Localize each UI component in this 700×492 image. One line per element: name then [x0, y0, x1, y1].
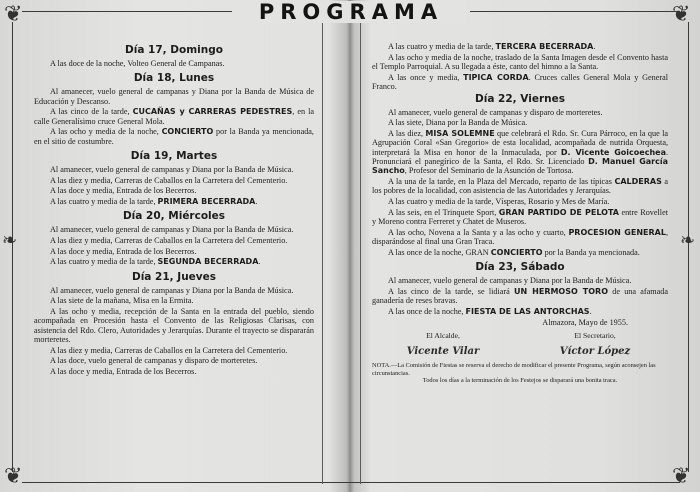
- top-border-left: [22, 11, 232, 12]
- signature-name: Víctor López: [559, 345, 631, 357]
- program-item: Al amanecer, vuelo general de campanas y Diana por la Banda de Música de Educación y Descanso.: [34, 87, 314, 106]
- corner-ornament-icon: ❦: [672, 464, 691, 489]
- program-item: A las siete, Diana por la Banda de Música.: [388, 118, 528, 128]
- day-heading: Día 17, Domingo: [125, 44, 223, 56]
- signature-secretary: [540, 331, 650, 356]
- program-item: A las ocho y media de la noche, CONCIERTO por la Banda ya mencionada, en el sitio de costumbre.: [34, 127, 314, 146]
- program-item: A las cinco de la tarde, se lidiará UN HERMOSO TORO de una afamada ganadería de reses bravas.: [372, 286, 668, 305]
- corner-ornament-icon: ❦: [4, 464, 23, 489]
- right-page: [372, 42, 668, 385]
- signature-title: El Alcalde,: [426, 331, 460, 341]
- signature-title: El Secretario,: [574, 331, 616, 341]
- gutter-line-right: [360, 14, 361, 484]
- corner-ornament-icon: ❦: [672, 2, 691, 27]
- gutter-line-left: [322, 14, 323, 484]
- program-item: A las cinco de la tarde, CUCAÑAS y CARRERAS PEDESTRES, en la calle Generalísimo cruce General Mola.: [34, 107, 315, 126]
- nota-line2: Todos los días a la terminación de los Festejos se disparará una bonita traca.: [422, 377, 618, 385]
- program-item: A la una de la tarde, en la Plaza del Mercado, reparto de las típicas CALDERAS a los pobres de la localidad, con asistencia de las Autoridades y Jerarquías.: [372, 177, 668, 196]
- day-heading: Día 19, Martes: [130, 150, 218, 163]
- day-heading: Día 22, Viernes: [475, 92, 565, 105]
- program-item: A las doce, vuelo general de campanas y disparo de morteretes.: [50, 356, 258, 366]
- program-item: A las seis, en el Trinquete Sport, GRAN PARTIDO DE PELOTA entre Rovellet y Moreno contra Ferreret y Chatet de Museros.: [372, 207, 668, 226]
- program-item: A las ocho y media, recepción de la Santa en la entrada del pueblo, siendo acompañada en Procesión hasta el Convento de las Religiosas Clarisas, con asistencia del Rdo. Clero, Autoridades y Jerarquías. Durante el trayecto se dispararán morteretes.: [34, 306, 314, 344]
- nota: NOTA.—La Comisión de Fiestas se reserva el derecho de modificar el presente Programa, según aconsejen las circunstancias.: [372, 362, 656, 377]
- program-title: PROGRAMA: [236, 1, 466, 23]
- program-item: Al amanecer, vuelo general de campanas y Diana por la Banda de Música.: [50, 165, 294, 175]
- bottom-border: [22, 482, 680, 483]
- program-item: A las diez y media, Carreras de Caballos en la Carretera del Cementerio.: [50, 236, 288, 245]
- program-item: Al amanecer, vuelo general de campanas y Diana por la Banda de Música.: [388, 276, 632, 285]
- program-item: A las cuatro y media de la tarde, Vísperas, Rosario y Mes de María.: [388, 197, 610, 206]
- program-item: A las cuatro y media de la tarde, PRIMERA BECERRADA.: [50, 197, 258, 206]
- day-heading: Día 23, Sábado: [475, 261, 565, 273]
- left-page: [34, 44, 314, 377]
- signature-name: Vicente Vilar: [406, 345, 480, 357]
- program-item: A las doce y media, Entrada de los Becerros.: [50, 366, 197, 376]
- program-item: A las ocho, Novena a la Santa y a las ocho y cuarto, PROCESION GENERAL, disparándose al final una Gran Traca.: [372, 227, 668, 246]
- signature-mayor: [388, 331, 498, 356]
- program-item: Al amanecer, vuelo general de campanas y Diana por la Banda de Música.: [50, 285, 294, 295]
- program-item: A las once de la noche, FIESTA DE LAS ANTORCHAS.: [388, 306, 592, 316]
- program-item: A las diez y media, Carreras de Caballos en la Carretera del Cementerio.: [50, 175, 288, 185]
- day-heading: Día 20, Miércoles: [122, 210, 226, 223]
- day-heading: Día 18, Lunes: [133, 72, 215, 85]
- program-item: A las diez, MISA SOLEMNE que celebrará el Rdo. Sr. Cura Párroco, en la que la Agrupación Coral «San Gregorio» de esta localidad, acompañada de nutrida Orquesta, interpretará la Misa en honor de la Inmaculada, por D. Vicente Goicoechea. Pronunciará el panegírico de la Santa, el Rdo. Sr. Licenciado D. Manuel García Sancho, Profesor del Seminario de la Asunción de Tortosa.: [372, 128, 669, 176]
- program-item: A las siete de la mañana, Misa en la Ermita.: [50, 296, 194, 306]
- signatures: [372, 331, 668, 356]
- program-item: A las doce y media, Entrada de los Becerros.: [50, 246, 197, 256]
- place-date: Almazora, Mayo de 1955.: [542, 318, 628, 327]
- program-item: Al amanecer, vuelo general de campanas y disparo de morteretes.: [388, 107, 603, 117]
- side-ornament-icon: ❧: [2, 230, 18, 251]
- program-item: A las diez y media, Carreras de Caballos en la Carretera del Cementerio.: [50, 345, 288, 355]
- day-heading: Día 21, Jueves: [131, 270, 217, 283]
- program-item: A las doce y media, Entrada de los Becerros.: [50, 186, 197, 196]
- program-item: A las ocho y media de la noche, traslado de la Santa Imagen desde el Convento hasta el Templo Parroquial. A su llegada a éste, canto del himno a la Santa.: [372, 52, 668, 71]
- corner-ornament-icon: ❦: [4, 2, 23, 27]
- program-item: A las doce de la noche, Volteo General de Campanas.: [50, 59, 225, 68]
- right-intro: [372, 42, 668, 91]
- program-item: Al amanecer, vuelo general de campanas y Diana por la Banda de Música.: [50, 225, 294, 235]
- top-border-right: [470, 11, 680, 12]
- right-sections: [372, 93, 668, 316]
- program-item: A las cuatro y media de la tarde, TERCERA BECERRADA.: [388, 42, 596, 51]
- program-item: A las once y media, TIPICA CORDA. Cruces calles General Mola y General Franco.: [372, 72, 668, 91]
- side-ornament-icon: ❧: [680, 230, 696, 251]
- program-item: A las once de la noche, GRAN CONCIERTO por la Banda ya mencionada.: [388, 247, 640, 257]
- program-item: A las cuatro y media de la tarde, SEGUNDA BECERRADA.: [50, 257, 261, 267]
